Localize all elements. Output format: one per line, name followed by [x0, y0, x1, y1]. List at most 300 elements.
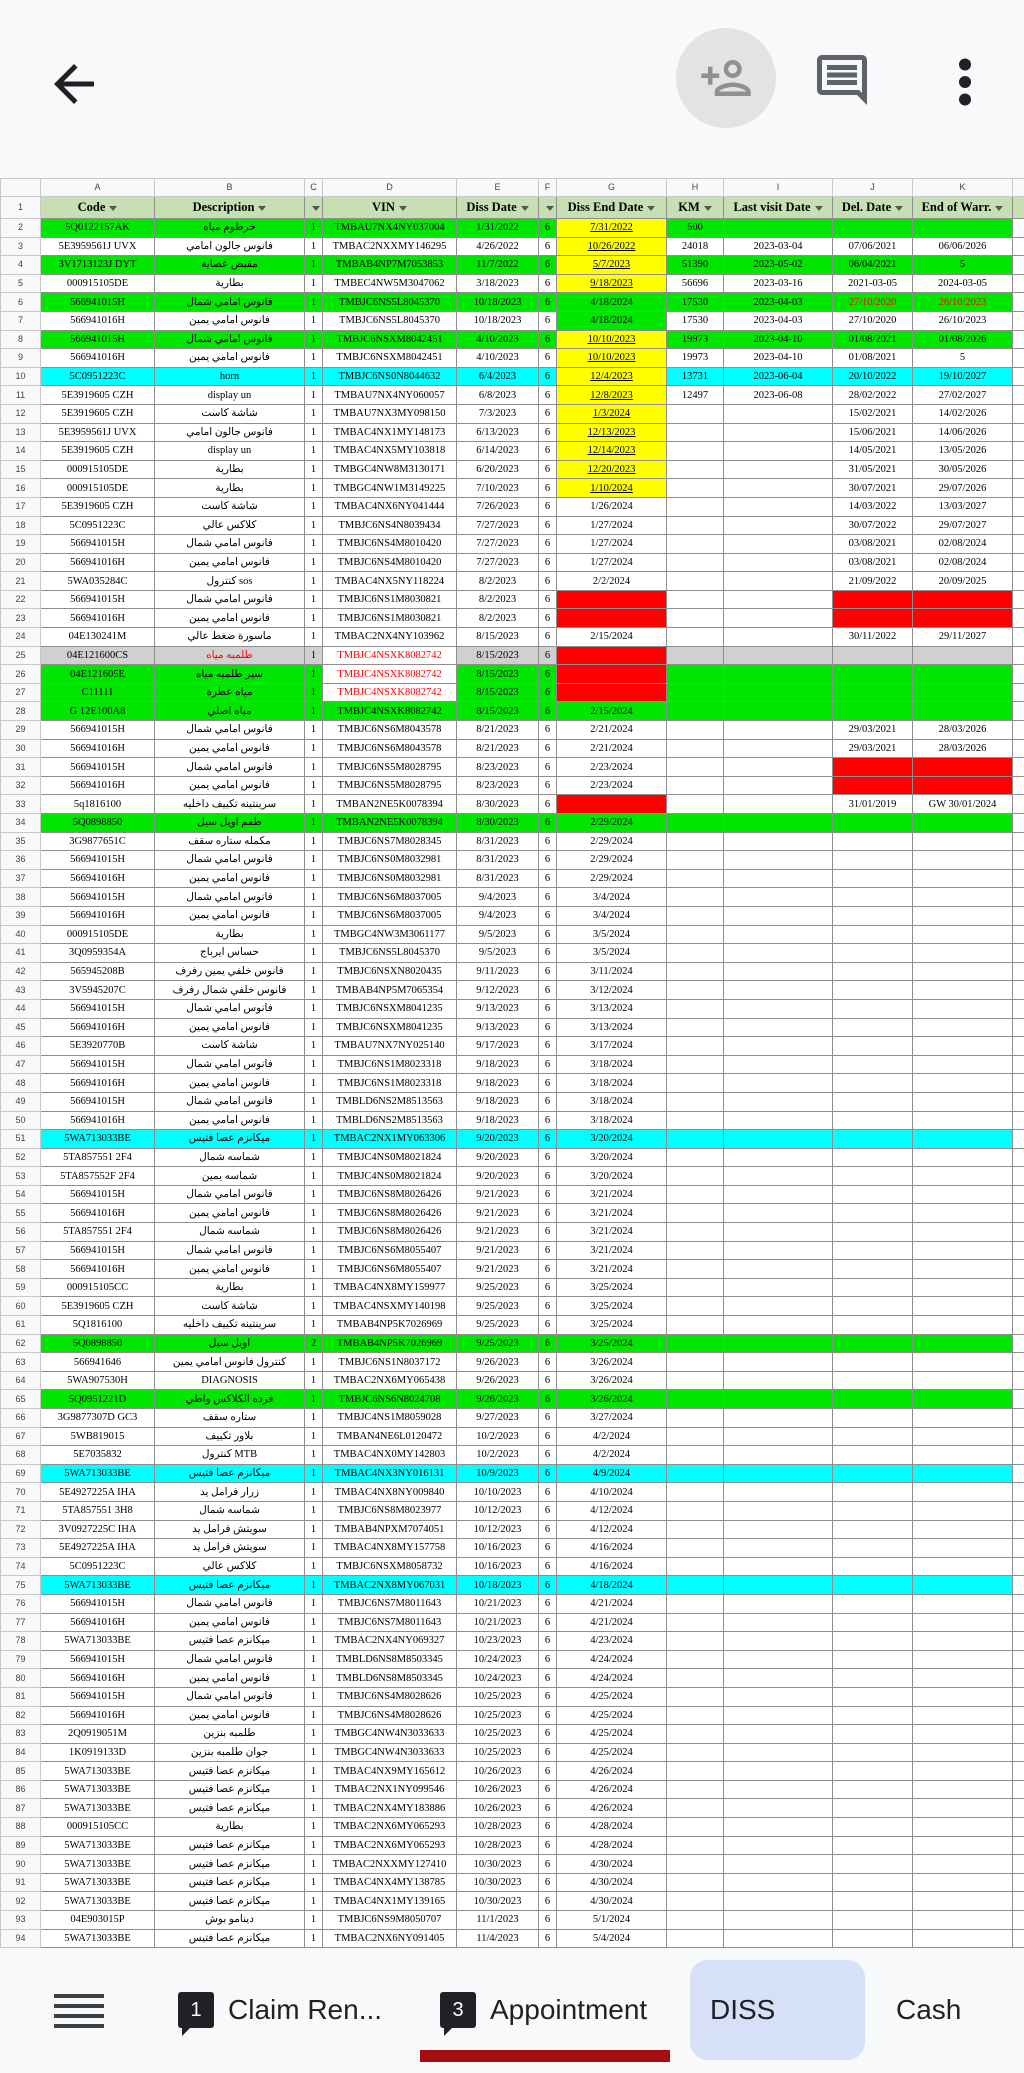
cell[interactable]	[724, 962, 833, 981]
cell[interactable]: TMBLD6NS8M8503345	[323, 1650, 457, 1669]
cell[interactable]: 1	[305, 349, 323, 368]
cell[interactable]: طقم اويل سيل	[155, 814, 305, 833]
cell[interactable]: 1	[305, 1929, 323, 1948]
cell[interactable]: فانوس امامي شمال	[155, 1650, 305, 1669]
row-number[interactable]: 8	[1, 330, 41, 349]
cell[interactable]: 4/24/2024	[557, 1650, 667, 1669]
cell[interactable]: TMBJC6NS5L8045370	[323, 293, 457, 312]
cell[interactable]: 3G9877651C	[41, 832, 155, 851]
cell[interactable]	[833, 1260, 913, 1279]
filter-dropdown-icon[interactable]	[546, 206, 554, 211]
cell[interactable]: 2/15/2024	[557, 683, 667, 702]
cell[interactable]: 7/27/2023	[457, 535, 539, 554]
cell[interactable]	[833, 999, 913, 1018]
cell[interactable]: 1	[305, 609, 323, 628]
row-number[interactable]: 72	[1, 1520, 41, 1539]
cell[interactable]: 8/2/2023	[457, 590, 539, 609]
cell[interactable]: فانوس امامي يمين	[155, 349, 305, 368]
cell[interactable]: 6	[539, 1018, 557, 1037]
cell[interactable]	[833, 1855, 913, 1874]
cell[interactable]: 566941016H	[41, 776, 155, 795]
cell[interactable]: فرده الكلاكس واطي	[155, 1390, 305, 1409]
row-number[interactable]: 52	[1, 1148, 41, 1167]
cell[interactable]: فانوس امامي شمال	[155, 1055, 305, 1074]
cell[interactable]: 6	[539, 256, 557, 275]
cell[interactable]: TMBJC6NS1M8030821	[323, 609, 457, 628]
cell[interactable]	[667, 944, 724, 963]
cell[interactable]	[913, 1055, 1013, 1074]
cell[interactable]	[833, 702, 913, 721]
cell[interactable]: 6	[539, 1371, 557, 1390]
cell[interactable]: 1	[305, 1818, 323, 1837]
cell[interactable]	[724, 1501, 833, 1520]
cell[interactable]	[667, 1911, 724, 1930]
cell[interactable]: 2024-03-05	[913, 274, 1013, 293]
cell[interactable]: 9/26/2023	[457, 1353, 539, 1372]
cell[interactable]: سرينتينه تكييف داخليه	[155, 1316, 305, 1335]
cell[interactable]: 9/5/2023	[457, 944, 539, 963]
cell[interactable]: TMBAB4NP5M7065354	[323, 981, 457, 1000]
cell[interactable]: TMBJC6NS8M8026426	[323, 1204, 457, 1223]
cell[interactable]	[724, 423, 833, 442]
cell[interactable]	[833, 1539, 913, 1558]
cell[interactable]	[724, 535, 833, 554]
cell[interactable]	[913, 1037, 1013, 1056]
cell[interactable]: 4/26/2024	[557, 1762, 667, 1781]
cell[interactable]	[833, 1111, 913, 1130]
cell[interactable]: TMBAC2NX1NY099546	[323, 1780, 457, 1799]
cell[interactable]: 12/8/2023	[557, 386, 667, 405]
cell[interactable]: شماسه شمال	[155, 1148, 305, 1167]
spreadsheet-grid[interactable]	[0, 178, 1024, 1948]
cell[interactable]: 1	[305, 1185, 323, 1204]
cell[interactable]: 1	[305, 1632, 323, 1651]
cell[interactable]: 566941016H	[41, 311, 155, 330]
row-number[interactable]: 32	[1, 776, 41, 795]
cell[interactable]	[833, 962, 913, 981]
cell[interactable]: 000915105DE	[41, 460, 155, 479]
cell[interactable]: 1	[305, 814, 323, 833]
cell[interactable]	[724, 1725, 833, 1744]
cell[interactable]: فانوس امامي شمال	[155, 721, 305, 740]
cell[interactable]: 10/25/2023	[457, 1687, 539, 1706]
cell[interactable]: TMBJC6NS8M8026426	[323, 1223, 457, 1242]
cell[interactable]: 9/20/2023	[457, 1167, 539, 1186]
cell[interactable]	[833, 851, 913, 870]
cell[interactable]	[913, 1539, 1013, 1558]
cell[interactable]: 1	[305, 1594, 323, 1613]
cell[interactable]	[833, 1316, 913, 1335]
cell[interactable]: 1	[305, 1762, 323, 1781]
cell[interactable]: 5WA035284C	[41, 572, 155, 591]
cell[interactable]: 5WB819015	[41, 1427, 155, 1446]
cell[interactable]	[724, 1148, 833, 1167]
row-number[interactable]: 35	[1, 832, 41, 851]
header-cell[interactable]	[539, 197, 557, 219]
cell[interactable]: 1	[305, 1669, 323, 1688]
cell[interactable]	[913, 1409, 1013, 1428]
cell[interactable]	[833, 981, 913, 1000]
cell[interactable]: 14/03/2022	[833, 497, 913, 516]
cell[interactable]: 1	[305, 1780, 323, 1799]
cell[interactable]	[833, 1390, 913, 1409]
cell[interactable]: 1	[305, 1725, 323, 1744]
cell[interactable]: 1	[305, 944, 323, 963]
cell[interactable]: 3/21/2024	[557, 1260, 667, 1279]
cell[interactable]	[724, 702, 833, 721]
cell[interactable]	[667, 553, 724, 572]
cell[interactable]: فانوس امامي شمال	[155, 758, 305, 777]
cell[interactable]: 4/25/2024	[557, 1687, 667, 1706]
cell[interactable]: TMBAB4NP5K7026969	[323, 1334, 457, 1353]
cell[interactable]	[724, 497, 833, 516]
cell[interactable]: 1	[305, 1241, 323, 1260]
row-number[interactable]: 60	[1, 1297, 41, 1316]
cell[interactable]	[913, 999, 1013, 1018]
cell[interactable]: 5WA713033BE	[41, 1873, 155, 1892]
more-options-button[interactable]	[950, 52, 980, 112]
row-number[interactable]: 30	[1, 739, 41, 758]
cell[interactable]	[833, 1706, 913, 1725]
cell[interactable]: 10/24/2023	[457, 1669, 539, 1688]
cell[interactable]: 1	[305, 1130, 323, 1149]
cell[interactable]: 566941015H	[41, 293, 155, 312]
cell[interactable]	[667, 404, 724, 423]
cell[interactable]: 3V1713123J DYT	[41, 256, 155, 275]
cell[interactable]: 10/26/2023	[457, 1780, 539, 1799]
cell[interactable]: 6	[539, 404, 557, 423]
cell[interactable]: 1	[305, 1260, 323, 1279]
row-number[interactable]: 92	[1, 1892, 41, 1911]
cell[interactable]: 5Q0122157AK	[41, 219, 155, 238]
cell[interactable]: 6	[539, 311, 557, 330]
header-cell[interactable]	[155, 197, 305, 219]
cell[interactable]: horn	[155, 367, 305, 386]
row-number[interactable]: 34	[1, 814, 41, 833]
cell[interactable]: اويل سيل	[155, 1334, 305, 1353]
cell[interactable]: 2023-03-16	[724, 274, 833, 293]
cell[interactable]: 2/15/2024	[557, 646, 667, 665]
header-cell[interactable]	[667, 197, 724, 219]
all-sheets-button[interactable]	[52, 1990, 106, 2030]
column-header-j[interactable]: J	[833, 179, 913, 197]
cell[interactable]: بلاور تكييف	[155, 1427, 305, 1446]
cell[interactable]: 3/17/2024	[557, 1037, 667, 1056]
cell[interactable]: 7/10/2023	[457, 479, 539, 498]
cell[interactable]: 27/02/2027	[913, 386, 1013, 405]
cell[interactable]: 3/26/2024	[557, 1371, 667, 1390]
cell[interactable]: TMBJC6NS6M8037005	[323, 888, 457, 907]
cell[interactable]	[724, 646, 833, 665]
cell[interactable]	[667, 1297, 724, 1316]
cell[interactable]: 2023-04-03	[724, 311, 833, 330]
cell[interactable]: فانوس امامي شمال	[155, 293, 305, 312]
cell[interactable]: 6	[539, 925, 557, 944]
cell[interactable]: TMBAC4NX8MY157758	[323, 1539, 457, 1558]
cell[interactable]: 566941015H	[41, 888, 155, 907]
cell[interactable]: ميكانزم عصا فتيس	[155, 1762, 305, 1781]
cell[interactable]: 3/18/2024	[557, 1074, 667, 1093]
cell[interactable]: 1	[305, 311, 323, 330]
cell[interactable]	[913, 683, 1013, 702]
cell[interactable]: 2/29/2024	[557, 795, 667, 814]
cell[interactable]	[724, 1427, 833, 1446]
cell[interactable]	[833, 1185, 913, 1204]
cell[interactable]	[724, 1483, 833, 1502]
cell[interactable]: 3/18/2023	[457, 274, 539, 293]
row-number[interactable]: 5	[1, 274, 41, 293]
cell[interactable]: TMBJC6NSXM8041235	[323, 1018, 457, 1037]
cell[interactable]: فانوس امامي يمين	[155, 1018, 305, 1037]
cell[interactable]: 2/15/2024	[557, 665, 667, 684]
cell[interactable]	[913, 1855, 1013, 1874]
cell[interactable]	[833, 1836, 913, 1855]
cell[interactable]	[667, 1706, 724, 1725]
row-number[interactable]: 23	[1, 609, 41, 628]
cell[interactable]: 01/08/2021	[833, 330, 913, 349]
cell[interactable]: 1	[305, 367, 323, 386]
cell[interactable]: 9/21/2023	[457, 1241, 539, 1260]
cell[interactable]: 4/16/2024	[557, 1557, 667, 1576]
cell[interactable]: 6	[539, 758, 557, 777]
cell[interactable]	[724, 1316, 833, 1335]
row-number[interactable]: 94	[1, 1929, 41, 1948]
cell[interactable]: خرطوم مياه	[155, 219, 305, 238]
cell[interactable]: 566941016H	[41, 1074, 155, 1093]
cell[interactable]: 2	[305, 1334, 323, 1353]
cell[interactable]	[833, 1037, 913, 1056]
cell[interactable]: ميكانزم عصا فتيس	[155, 1855, 305, 1874]
cell[interactable]: 2/23/2024	[557, 758, 667, 777]
cell[interactable]: 19973	[667, 349, 724, 368]
cell[interactable]: 3/25/2024	[557, 1297, 667, 1316]
cell[interactable]: 31/01/2019	[833, 795, 913, 814]
cell[interactable]: 3/20/2024	[557, 1130, 667, 1149]
cell[interactable]: ميكانزم عصا فتيس	[155, 1576, 305, 1595]
cell[interactable]: 1/3/2024	[557, 404, 667, 423]
cell[interactable]	[724, 999, 833, 1018]
cell[interactable]	[833, 1018, 913, 1037]
cell[interactable]	[724, 1669, 833, 1688]
cell[interactable]: 8/23/2023	[457, 776, 539, 795]
cell[interactable]: مياه اصلي	[155, 702, 305, 721]
cell[interactable]: 5WA713033BE	[41, 1762, 155, 1781]
cell[interactable]: 29/03/2021	[833, 721, 913, 740]
cell[interactable]: TMBJC4NS1M8059028	[323, 1409, 457, 1428]
cell[interactable]: display un	[155, 442, 305, 461]
cell[interactable]: 3/21/2024	[557, 1223, 667, 1242]
row-number[interactable]: 38	[1, 888, 41, 907]
cell[interactable]	[724, 1911, 833, 1930]
cell[interactable]: 1	[305, 906, 323, 925]
cell[interactable]: ميكانزم عصا فتيس	[155, 1799, 305, 1818]
cell[interactable]: 28/02/2022	[833, 386, 913, 405]
cell[interactable]: 6	[539, 274, 557, 293]
cell[interactable]	[833, 1483, 913, 1502]
cell[interactable]: 12497	[667, 386, 724, 405]
row-number[interactable]: 1	[1, 197, 41, 219]
cell[interactable]: 6	[539, 944, 557, 963]
cell[interactable]: 10/25/2023	[457, 1743, 539, 1762]
cell[interactable]: 1	[305, 330, 323, 349]
cell[interactable]	[913, 1241, 1013, 1260]
cell[interactable]: 1	[305, 1316, 323, 1335]
row-number[interactable]: 10	[1, 367, 41, 386]
cell[interactable]: 12/02/2021	[833, 590, 913, 609]
cell[interactable]: 3/18/2024	[557, 1055, 667, 1074]
filter-dropdown-icon[interactable]	[704, 206, 712, 211]
cell[interactable]: 29/11/2027	[913, 628, 1013, 647]
cell[interactable]: فانوس خلفي يمين رفرف	[155, 962, 305, 981]
cell[interactable]: 2023-03-04	[724, 237, 833, 256]
cell[interactable]: TMBJC6NSXM8058732	[323, 1557, 457, 1576]
cell[interactable]: كلاكس عالي	[155, 516, 305, 535]
cell[interactable]: TMBGC4NW4N3033633	[323, 1743, 457, 1762]
cell[interactable]	[667, 1929, 724, 1948]
cell[interactable]	[833, 1427, 913, 1446]
cell[interactable]	[667, 1278, 724, 1297]
cell[interactable]: 5q1816100	[41, 795, 155, 814]
cell[interactable]: 9/25/2023	[457, 1316, 539, 1335]
cell[interactable]	[833, 1464, 913, 1483]
cell[interactable]: TMBJC6NS1N8037172	[323, 1353, 457, 1372]
row-number[interactable]: 88	[1, 1818, 41, 1837]
cell[interactable]: TMBLD6NS8M8503345	[323, 1669, 457, 1688]
cell[interactable]: 6	[539, 1037, 557, 1056]
cell[interactable]: فانوس امامي يمين	[155, 1111, 305, 1130]
cell[interactable]: 6	[539, 665, 557, 684]
cell[interactable]: 9/21/2023	[457, 1260, 539, 1279]
cell[interactable]: 19/10/2027	[913, 367, 1013, 386]
cell[interactable]: 1	[305, 1743, 323, 1762]
cell[interactable]: شاشة كاست	[155, 1037, 305, 1056]
cell[interactable]: TMBJC6NS1M8023318	[323, 1074, 457, 1093]
cell[interactable]	[667, 1074, 724, 1093]
cell[interactable]: 02/08/2024	[913, 553, 1013, 572]
cell[interactable]: 1	[305, 553, 323, 572]
row-number[interactable]: 56	[1, 1223, 41, 1242]
cell[interactable]: 1	[305, 237, 323, 256]
cell[interactable]	[833, 1241, 913, 1260]
cell[interactable]: ميكانزم عصا فتيس	[155, 1873, 305, 1892]
cell[interactable]: 1	[305, 1483, 323, 1502]
column-header-f[interactable]: F	[539, 179, 557, 197]
cell[interactable]: 1	[305, 386, 323, 405]
cell[interactable]: فانوس جالون امامي	[155, 423, 305, 442]
cell[interactable]	[724, 1706, 833, 1725]
cell[interactable]: 566941016H	[41, 1669, 155, 1688]
cell[interactable]: 000915105CC	[41, 1818, 155, 1837]
cell[interactable]: 1	[305, 721, 323, 740]
cell[interactable]	[833, 1669, 913, 1688]
cell[interactable]	[913, 1836, 1013, 1855]
cell[interactable]: 6	[539, 869, 557, 888]
row-number[interactable]: 27	[1, 683, 41, 702]
cell[interactable]: TMBJC6NSXN8020435	[323, 962, 457, 981]
cell[interactable]	[667, 535, 724, 554]
cell[interactable]: 566941016H	[41, 1204, 155, 1223]
cell[interactable]: 8/15/2023	[457, 702, 539, 721]
cell[interactable]	[667, 590, 724, 609]
cell[interactable]: 01/08/2021	[833, 349, 913, 368]
cell[interactable]	[913, 1669, 1013, 1688]
cell[interactable]: فانوس امامي شمال	[155, 590, 305, 609]
cell[interactable]: 000915105DE	[41, 274, 155, 293]
cell[interactable]	[913, 1762, 1013, 1781]
cell[interactable]: فانوس جالون امامي	[155, 237, 305, 256]
cell[interactable]: 9/18/2023	[557, 274, 667, 293]
row-number[interactable]: 26	[1, 665, 41, 684]
cell[interactable]: 1	[305, 1409, 323, 1428]
cell[interactable]	[833, 1929, 913, 1948]
cell[interactable]: 566941015H	[41, 1241, 155, 1260]
cell[interactable]	[724, 851, 833, 870]
cell[interactable]	[833, 1204, 913, 1223]
row-number[interactable]: 76	[1, 1594, 41, 1613]
cell[interactable]: 6	[539, 535, 557, 554]
cell[interactable]: 2/2/2024	[557, 590, 667, 609]
header-cell[interactable]	[833, 197, 913, 219]
cell[interactable]: 30/07/2021	[833, 479, 913, 498]
cell[interactable]: 1	[305, 1650, 323, 1669]
cell[interactable]	[724, 1613, 833, 1632]
cell[interactable]	[724, 1873, 833, 1892]
cell[interactable]: 4/25/2024	[557, 1743, 667, 1762]
cell[interactable]: 5C0951223C	[41, 516, 155, 535]
cell[interactable]: فانوس امامي شمال	[155, 999, 305, 1018]
cell[interactable]: 5	[913, 256, 1013, 275]
column-header-i[interactable]: I	[724, 179, 833, 197]
cell[interactable]: 10/2/2023	[457, 1427, 539, 1446]
cell[interactable]: 5TA857552F 2F4	[41, 1167, 155, 1186]
cell[interactable]: 9/26/2023	[457, 1371, 539, 1390]
cell[interactable]: 9/4/2023	[457, 906, 539, 925]
cell[interactable]: 02/08/2024	[913, 535, 1013, 554]
row-number[interactable]: 85	[1, 1762, 41, 1781]
cell[interactable]: 2/29/2024	[557, 851, 667, 870]
cell[interactable]: TMBAC4NX4MY138785	[323, 1873, 457, 1892]
cell[interactable]	[913, 814, 1013, 833]
cell[interactable]: TMBAC4NX8NY009840	[323, 1483, 457, 1502]
cell[interactable]	[667, 1111, 724, 1130]
cell[interactable]: 6	[539, 1316, 557, 1335]
cell[interactable]	[913, 1632, 1013, 1651]
cell[interactable]: 2/15/2024	[557, 702, 667, 721]
cell[interactable]: 1	[305, 1520, 323, 1539]
cell[interactable]: 5E4927225A IHA	[41, 1483, 155, 1502]
cell[interactable]: 1	[305, 1446, 323, 1465]
cell[interactable]: 1	[305, 888, 323, 907]
cell[interactable]: 5Q1816100	[41, 1316, 155, 1335]
cell[interactable]: TMBAC2NX1MY063306	[323, 1130, 457, 1149]
cell[interactable]: 9/5/2023	[457, 925, 539, 944]
cell[interactable]	[833, 1725, 913, 1744]
cell[interactable]	[667, 442, 724, 461]
cell[interactable]: 566941016H	[41, 553, 155, 572]
row-number[interactable]: 74	[1, 1557, 41, 1576]
cell[interactable]: 6	[539, 1725, 557, 1744]
corner-cell[interactable]	[1, 179, 41, 197]
cell[interactable]	[913, 1576, 1013, 1595]
cell[interactable]: 566941015H	[41, 1185, 155, 1204]
cell[interactable]: 6/14/2023	[457, 442, 539, 461]
cell[interactable]: 10/16/2023	[457, 1539, 539, 1558]
row-number[interactable]: 87	[1, 1799, 41, 1818]
cell[interactable]	[667, 1260, 724, 1279]
cell[interactable]: 566941016H	[41, 349, 155, 368]
row-number[interactable]: 22	[1, 590, 41, 609]
row-number[interactable]: 39	[1, 906, 41, 925]
